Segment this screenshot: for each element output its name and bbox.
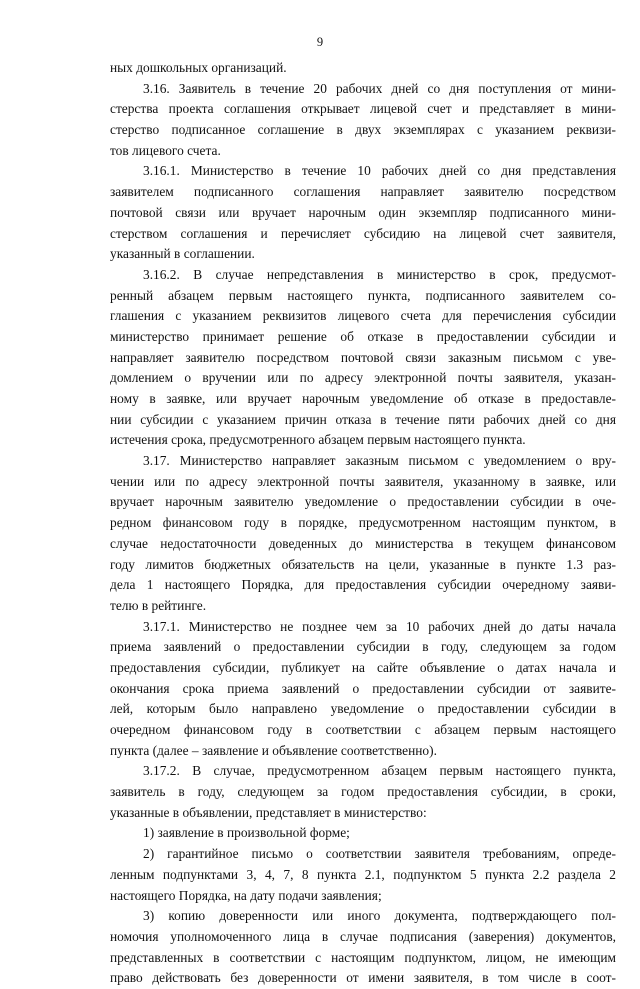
text-line: ных дошкольных организаций. xyxy=(110,60,287,75)
text-line: стерства проекта соглашения открывает лицевой счет и представляет в мини- xyxy=(110,101,616,117)
text-line: 3.16.1. Министерство в течение 10 рабочих дней со дня представления xyxy=(143,163,616,179)
text-line: глашения с указанием реквизитов лицевого счета для перечисления субсидии xyxy=(110,308,616,324)
text-line: 3.17. Министерство направляет заказным письмом с уведомлением о вру- xyxy=(143,453,616,469)
text-line: ренный абзацем первым настоящего пункта, подписанного заявителем со- xyxy=(110,287,616,303)
text-line: окончания срока приема заявлений о предоставлении субсидии от заявите- xyxy=(110,680,616,696)
text-line: представленных в соответствии с настоящим подпунктом, лицом, не имеющим xyxy=(110,949,616,965)
text-line: стерство подписанное соглашение в двух экземплярах с указанием реквизи- xyxy=(110,122,616,138)
text-line: заявителем подписанного соглашения направляет заявителю посредством xyxy=(110,184,616,200)
text-line: предоставления субсидии, публикует на сайте объявление о датах начала и xyxy=(110,659,616,675)
text-line: телю в рейтинге. xyxy=(110,597,207,613)
text-line: дела 1 настоящего Порядка, для предоставления субсидии очередному заяви- xyxy=(110,577,616,593)
text-line: 3.17.1. Министерство не позднее чем за 10 рабочих дней до даты начала xyxy=(143,618,616,634)
text-line: домлением о вручении или по адресу электронной почты заявителя, указан- xyxy=(110,370,616,386)
text-line: вручает нарочным заявителю уведомление о предоставлении субсидии в оче- xyxy=(110,494,616,510)
text-line: случае недостаточности доведенных до министерства в текущем финансовом xyxy=(110,535,616,551)
text-line: чении или по адресу электронной почты заявителя, указанному в заявке, или xyxy=(110,473,616,489)
text-line: истечения срока, предусмотренного абзацем первым настоящего пункта. xyxy=(110,432,526,448)
text-line: ленным подпунктами 3, 4, 7, 8 пункта 2.1, подпунктом 5 пункта 2.2 раздела 2 xyxy=(110,866,616,882)
text-line: направляет заявителю посредством почтовой связи заказным письмом с уве- xyxy=(110,349,616,365)
text-line: 3) копию доверенности или иного документа, подтверждающего пол- xyxy=(143,908,616,924)
text-line: очередном финансовом году в соответствии с абзацем первым настоящего xyxy=(110,722,616,737)
text-line: министерство принимает решение об отказе в предоставлении субсидии и xyxy=(110,328,616,344)
text-line: пункта (далее – заявление и объявление соответственно). xyxy=(110,742,437,758)
text-line: лей, которым было направлено уведомление о предоставлении субсидии в xyxy=(110,701,616,717)
text-line: настоящего Порядка, на дату подачи заявления; xyxy=(110,887,382,903)
text-line: стерством соглашения и перечисляет субсидию на лицевой счет заявителя, xyxy=(110,225,616,241)
text-line: ному в заявке, или вручает нарочным уведомление об отказе в предоставле- xyxy=(110,391,616,406)
text-line: 1) заявление в произвольной форме; xyxy=(143,825,350,841)
text-line: приема заявлений о предоставлении субсидии в году, следующем за годом xyxy=(110,639,616,655)
text-line: указанные в объявлении, представляет в министерство: xyxy=(110,804,427,820)
text-line: году лимитов бюджетных обязательств на цели, указанные в пункте 1.3 раз- xyxy=(110,556,616,572)
text-line: редном финансовом году в порядке, предусмотренном настоящим пунктом, в xyxy=(110,515,616,531)
text-line: указанный в соглашении. xyxy=(110,246,255,262)
text-line: почтовой связи или вручает нарочным один экземпляр подписанного мини- xyxy=(110,204,616,220)
text-line: нии субсидии с указанием причин отказа в течение пяти рабочих дней со дня xyxy=(110,411,616,427)
text-line: 2) гарантийное письмо о соответствии заявителя требованиям, опреде- xyxy=(143,846,616,862)
text-line: номочия уполномоченного лица в случае подписания (заверения) документов, xyxy=(110,928,616,944)
document-body xyxy=(110,58,616,989)
text-line: 3.17.2. В случае, предусмотренном абзацем первым настоящего пункта, xyxy=(143,763,616,779)
text-line: заявитель в году, следующем за годом предоставления субсидии, в сроки, xyxy=(110,784,616,800)
text-line: тов лицевого счета. xyxy=(110,142,221,158)
text-line: 3.16. Заявитель в течение 20 рабочих дней со дня поступления от мини- xyxy=(143,80,616,96)
page-number: 9 xyxy=(316,35,324,49)
text-line: 3.16.2. В случае непредставления в министерство в срок, предусмот- xyxy=(143,266,616,282)
text-line: право действовать без доверенности от имени заявителя, в том числе в соот- xyxy=(110,970,616,986)
